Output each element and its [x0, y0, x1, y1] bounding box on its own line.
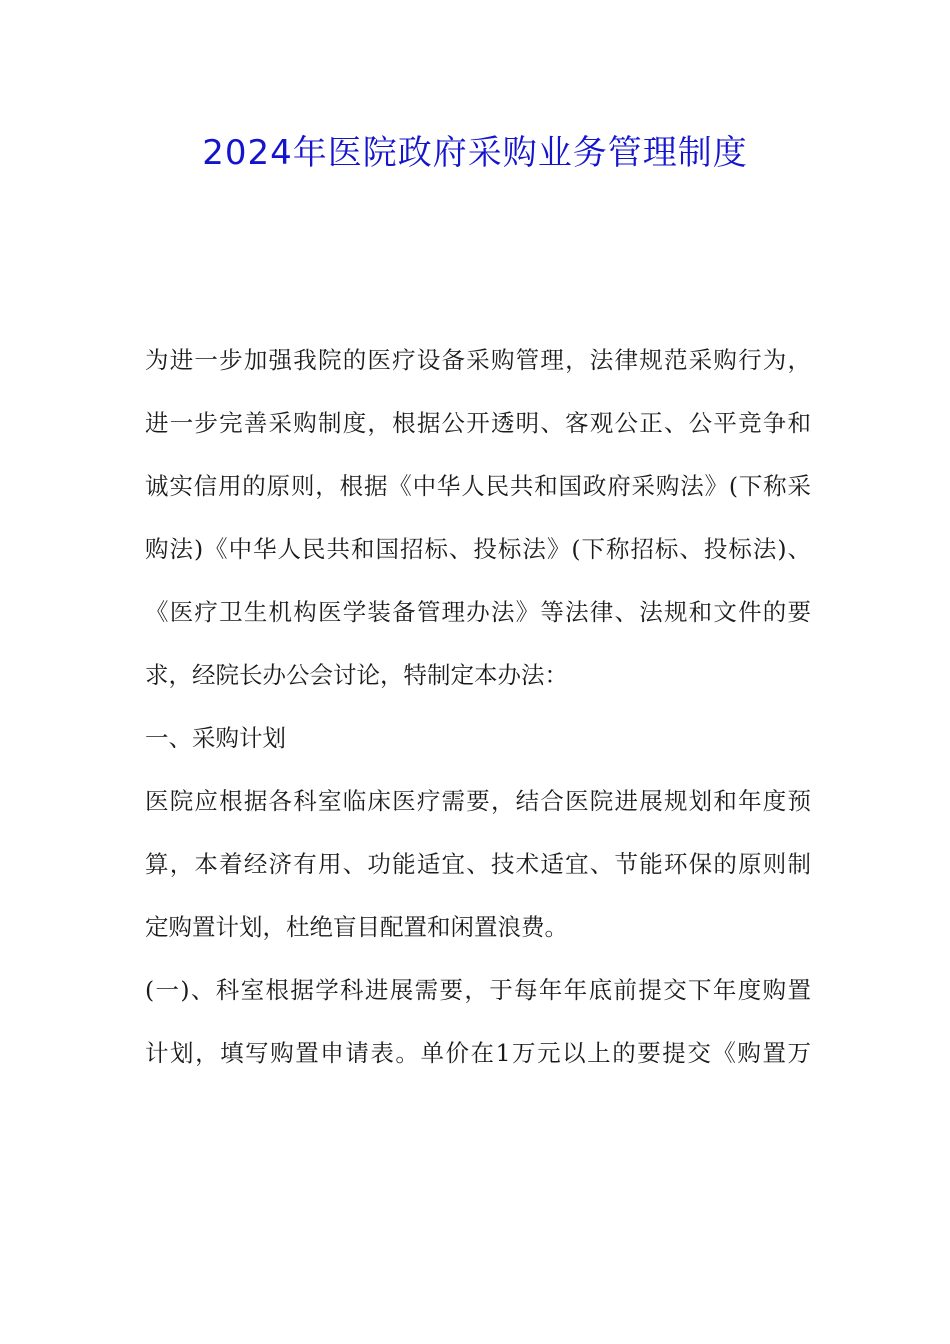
paragraph-line: 进一步完善采购制度，根据公开透明、客观公正、公平竞争和	[145, 409, 811, 437]
document-title: 2024年医院政府采购业务管理制度	[202, 133, 748, 173]
paragraph-line: 购法)《中华人民共和国招标、投标法》(下称招标、投标法)、	[145, 535, 811, 563]
document-body	[145, 335, 811, 1091]
paragraph-line: 为进一步加强我院的医疗设备采购管理，法律规范采购行为，	[145, 346, 811, 374]
section-heading: 一、采购计划	[145, 724, 286, 752]
paragraph-line: 求，经院长办公会讨论，特制定本办法：	[145, 661, 568, 689]
paragraph-line: 《医疗卫生机构医学装备管理办法》等法律、法规和文件的要	[145, 598, 811, 626]
paragraph-line: 定购置计划，杜绝盲目配置和闲置浪费。	[145, 913, 568, 941]
paragraph-line: 医院应根据各科室临床医疗需要，结合医院进展规划和年度预	[145, 787, 811, 815]
paragraph-line: 诚实信用的原则，根据《中华人民共和国政府采购法》(下称采	[145, 472, 811, 500]
paragraph-line: 算，本着经济有用、功能适宜、技术适宜、节能环保的原则制	[145, 850, 811, 878]
paragraph-line: 计划，填写购置申请表。单价在1万元以上的要提交《购置万	[145, 1039, 811, 1067]
paragraph-line: (一)、科室根据学科进展需要，于每年年底前提交下年度购置	[145, 976, 811, 1004]
